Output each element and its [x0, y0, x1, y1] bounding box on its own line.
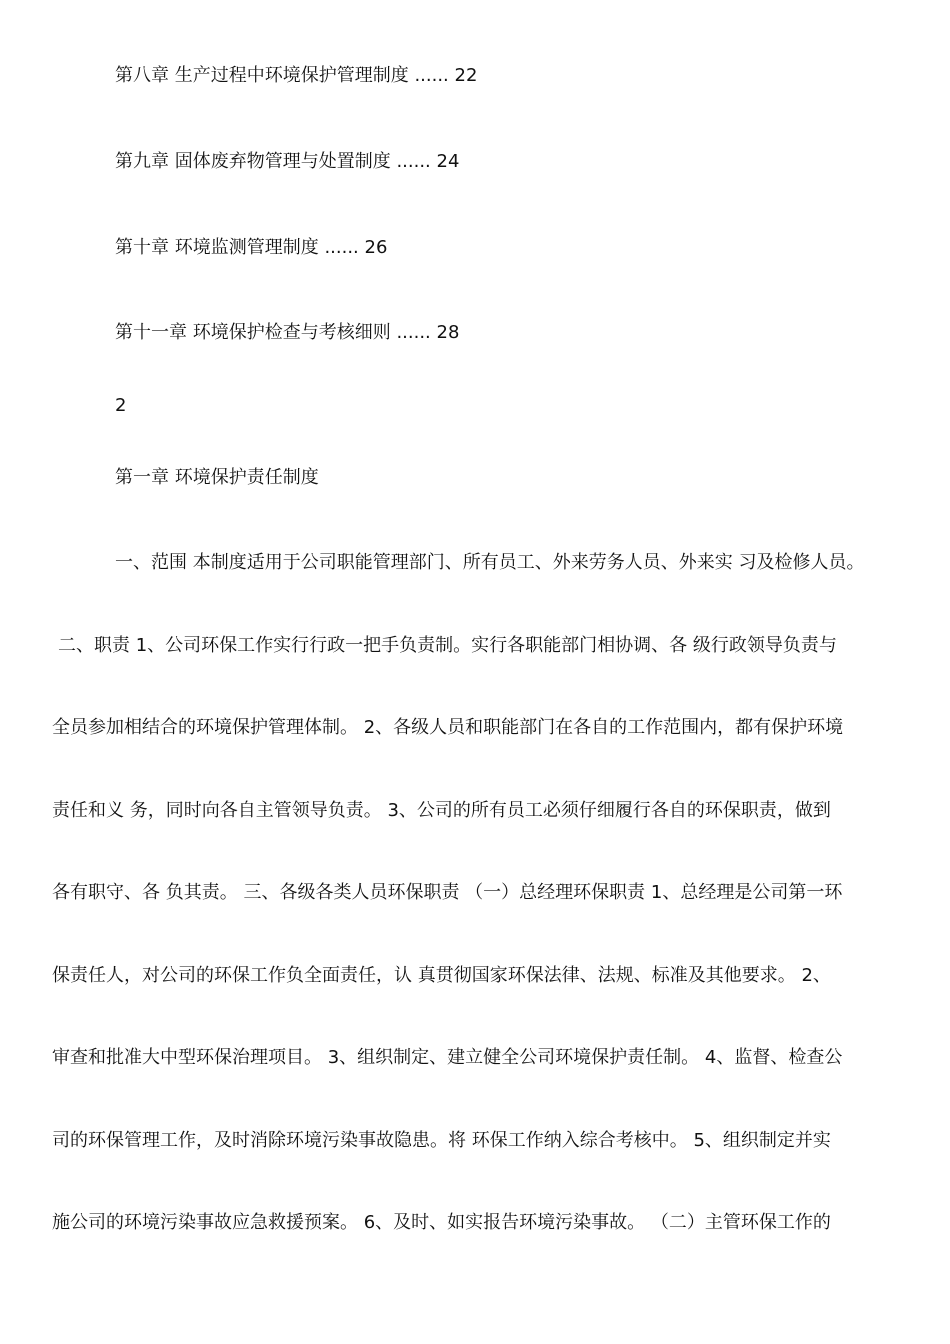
paragraph-line: 保责任人，对公司的环保工作负全面责任，认 真贯彻国家环保法律、法规、标准及其他要求。 2、: [52, 965, 831, 986]
page-number: 2: [115, 395, 127, 416]
paragraph-line: 二、职责 1、公司环保工作实行行政一把手负责制。实行各职能部门相协调、各 级行政领导负责与: [58, 635, 837, 656]
paragraph-line: 责任和义 务，同时向各自主管领导负责。 3、公司的所有员工必须仔细履行各自的环保职责，做到: [52, 800, 831, 821]
paragraph-line: 施公司的环境污染事故应急救援预案。 6、及时、如实报告环境污染事故。 （二）主管环保工作的: [52, 1212, 831, 1233]
paragraph-line: 一、范围 本制度适用于公司职能管理部门、所有员工、外来劳务人员、外来实 习及检修人员。: [115, 552, 865, 573]
paragraph-line: 各有职守、各 负其责。 三、各级各类人员环保职责 （一）总经理环保职责 1、总经理是公司第一环: [52, 882, 843, 903]
toc-entry-chapter-8: 第八章 生产过程中环境保护管理制度 ...... 22: [115, 65, 478, 86]
paragraph-line: 司的环保管理工作，及时消除环境污染事故隐患。将 环保工作纳入综合考核中。 5、组织制定并实: [52, 1130, 831, 1151]
paragraph-line: 全员参加相结合的环境保护管理体制。 2、各级人员和职能部门在各自的工作范围内，都有保护环境: [52, 717, 844, 738]
paragraph-line: 审查和批准大中型环保治理项目。 3、组织制定、建立健全公司环境保护责任制。 4、监督、检查公: [52, 1047, 843, 1068]
chapter-title: 第一章 环境保护责任制度: [115, 467, 319, 488]
toc-entry-chapter-9: 第九章 固体废弃物管理与处置制度 ...... 24: [115, 151, 460, 172]
toc-entry-chapter-10: 第十章 环境监测管理制度 ...... 26: [115, 237, 388, 258]
toc-entry-chapter-11: 第十一章 环境保护检查与考核细则 ...... 28: [115, 322, 460, 343]
